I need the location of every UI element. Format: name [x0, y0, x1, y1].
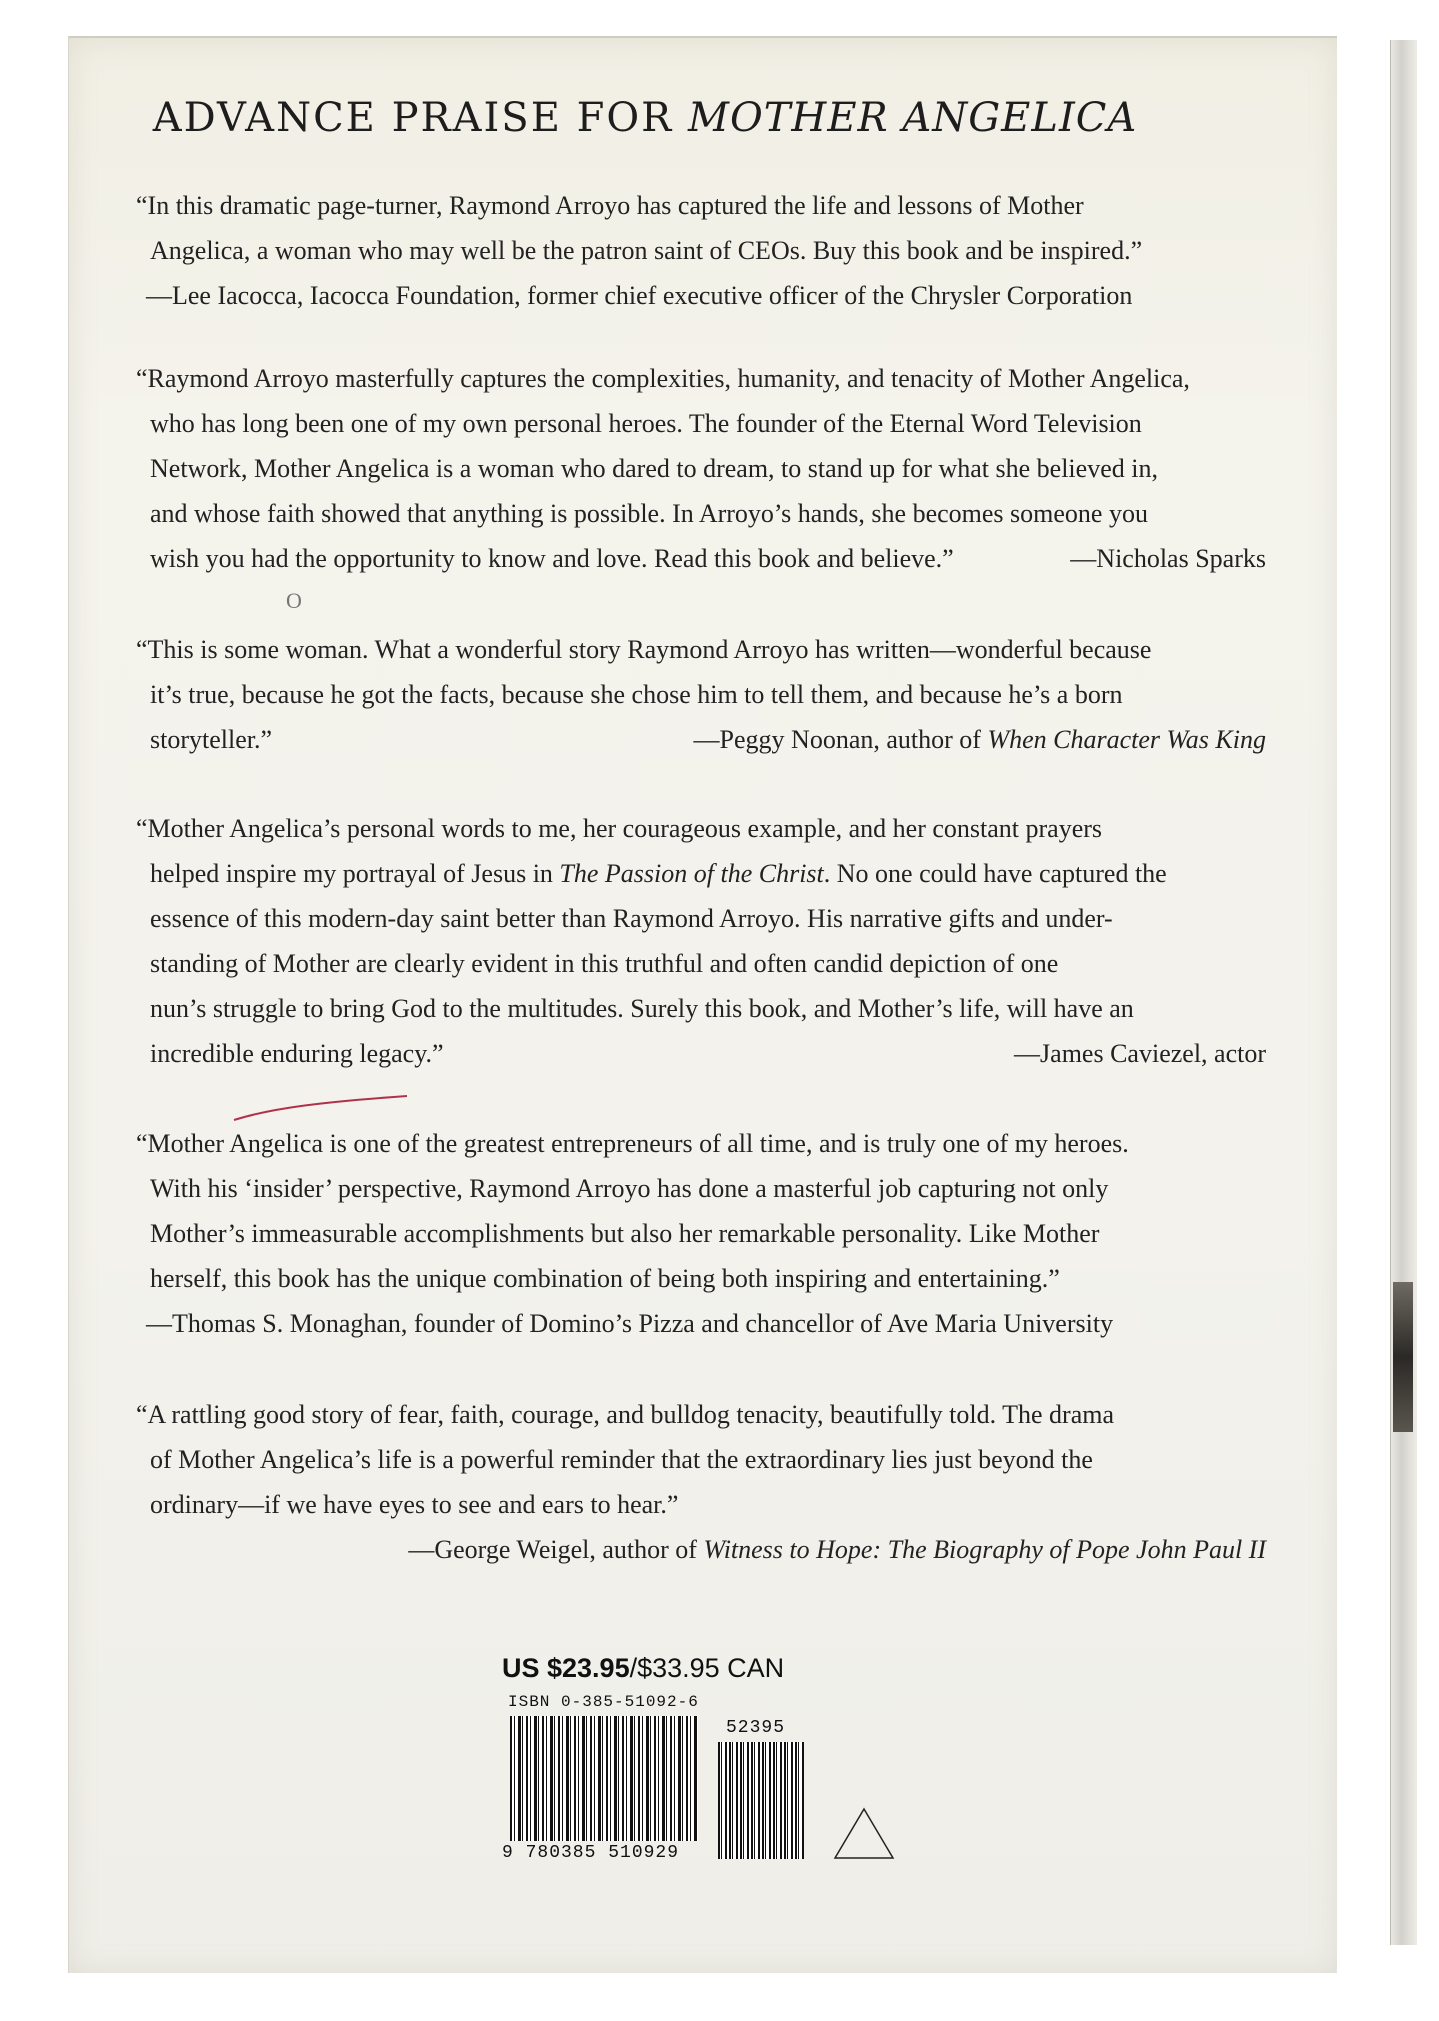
quote-line: standing of Mother are clearly evident in this truthful and often candid depiction of one: [150, 949, 1059, 978]
quote-line: who has long been one of my own personal heroes. The founder of the Eternal Word Television: [150, 409, 1142, 438]
quote-last-text: storyteller.”: [150, 725, 273, 754]
ean-barcode: [510, 1716, 698, 1841]
quote-line-last: [136, 536, 1266, 581]
quote-line: herself, this book has the unique combination of being both inspiring and entertaining.”: [150, 1264, 1060, 1293]
quote-line-prefix: helped inspire my portrayal of Jesus in: [150, 859, 560, 888]
quote-line: nun’s struggle to bring God to the multitudes. Surely this book, and Mother’s life, will have an: [150, 994, 1134, 1023]
quote-film-title: The Passion of the Christ: [559, 859, 824, 888]
quote-iacocca: [136, 183, 1266, 318]
quote-attribution: —Nicholas Sparks: [1070, 544, 1266, 573]
quote-attribution: [136, 1527, 1266, 1572]
quote-attribution: [694, 717, 1266, 762]
quote-line: [136, 851, 1266, 896]
quote-line: “In this dramatic page-turner, Raymond Arroyo has captured the life and lessons of Mother: [136, 191, 1084, 220]
price-can: /$33.95 CAN: [629, 1653, 785, 1683]
barcode-digits: 9 780385 510929: [502, 1843, 680, 1863]
isbn-label: ISBN 0-385-51092-6: [508, 1693, 699, 1711]
quote-line: “This is some woman. What a wonderful story Raymond Arroyo has written—wonderful because: [136, 635, 1152, 664]
quote-caviezel: [136, 806, 1266, 1076]
quote-line-suffix: . No one could have captured the: [823, 859, 1167, 888]
attribution-author: —George Weigel, author of: [408, 1535, 704, 1564]
quote-weigel: [136, 1392, 1266, 1572]
quote-line: ordinary—if we have eyes to see and ears to hear.”: [150, 1490, 679, 1519]
spine-dark-band: [1393, 1282, 1413, 1432]
quote-line: “Mother Angelica is one of the greatest entrepreneurs of all time, and is truly one of my heroes.: [136, 1129, 1129, 1158]
quote-monaghan: [136, 1121, 1266, 1346]
quote-attribution: —Lee Iacocca, Iacocca Foundation, former chief executive officer of the Chrysler Corporation: [146, 281, 1133, 310]
quote-line: it’s true, because he got the facts, because she chose him to tell them, and because he’s a born: [150, 680, 1123, 709]
quote-attribution: —Thomas S. Monaghan, founder of Domino’s Pizza and chancellor of Ave Maria University: [146, 1309, 1114, 1338]
quote-line: “A rattling good story of fear, faith, courage, and bulldog tenacity, beautifully told. The drama: [136, 1400, 1114, 1429]
quote-last-text: incredible enduring legacy.”: [150, 1039, 444, 1068]
heading-book-title: MOTHER ANGELICA: [688, 95, 1138, 141]
quote-noonan: [136, 627, 1266, 762]
publisher-triangle-logo: [832, 1806, 896, 1862]
supplement-barcode: [718, 1742, 804, 1859]
quote-line-last: [136, 1031, 1266, 1076]
heading-prefix: ADVANCE PRAISE FOR: [152, 95, 688, 141]
page-title: [0, 95, 1290, 141]
supplement-code: 52395: [726, 1718, 786, 1738]
quote-line: of Mother Angelica’s life is a powerful reminder that the extraordinary lies just beyond the: [150, 1445, 1093, 1474]
stray-pen-mark: O: [286, 588, 302, 613]
quote-line: “Mother Angelica’s personal words to me, her courageous example, and her constant prayers: [136, 814, 1103, 843]
quote-line: Angelica, a woman who may well be the patron saint of CEOs. Buy this book and be inspired.”: [150, 236, 1143, 265]
quote-last-text: wish you had the opportunity to know and love. Read this book and believe.”: [150, 544, 954, 573]
jacket-spine-edge: [1390, 40, 1417, 1945]
price-us: US $23.95: [502, 1653, 630, 1683]
quote-attribution: —James Caviezel, actor: [1014, 1039, 1266, 1068]
price-label: [502, 1653, 784, 1684]
quote-sparks: [136, 356, 1266, 581]
attribution-book-title: When Character Was King: [987, 725, 1266, 754]
quote-line: Mother’s immeasurable accomplishments but also her remarkable personality. Like Mother: [150, 1219, 1100, 1248]
quote-line: Network, Mother Angelica is a woman who dared to dream, to stand up for what she believed in,: [150, 454, 1158, 483]
quote-line: essence of this modern-day saint better than Raymond Arroyo. His narrative gifts and under-: [150, 904, 1113, 933]
attribution-author: —Peggy Noonan, author of: [693, 725, 988, 754]
attribution-book-title: Witness to Hope: The Biography of Pope John Paul II: [703, 1535, 1266, 1564]
quote-line: With his ‘insider’ perspective, Raymond Arroyo has done a masterful job capturing not only: [150, 1174, 1109, 1203]
quote-line: “Raymond Arroyo masterfully captures the complexities, humanity, and tenacity of Mother Angelica,: [136, 364, 1190, 393]
quote-line: and whose faith showed that anything is possible. In Arroyo’s hands, she becomes someone you: [150, 499, 1148, 528]
quote-line-last: [136, 717, 1266, 762]
